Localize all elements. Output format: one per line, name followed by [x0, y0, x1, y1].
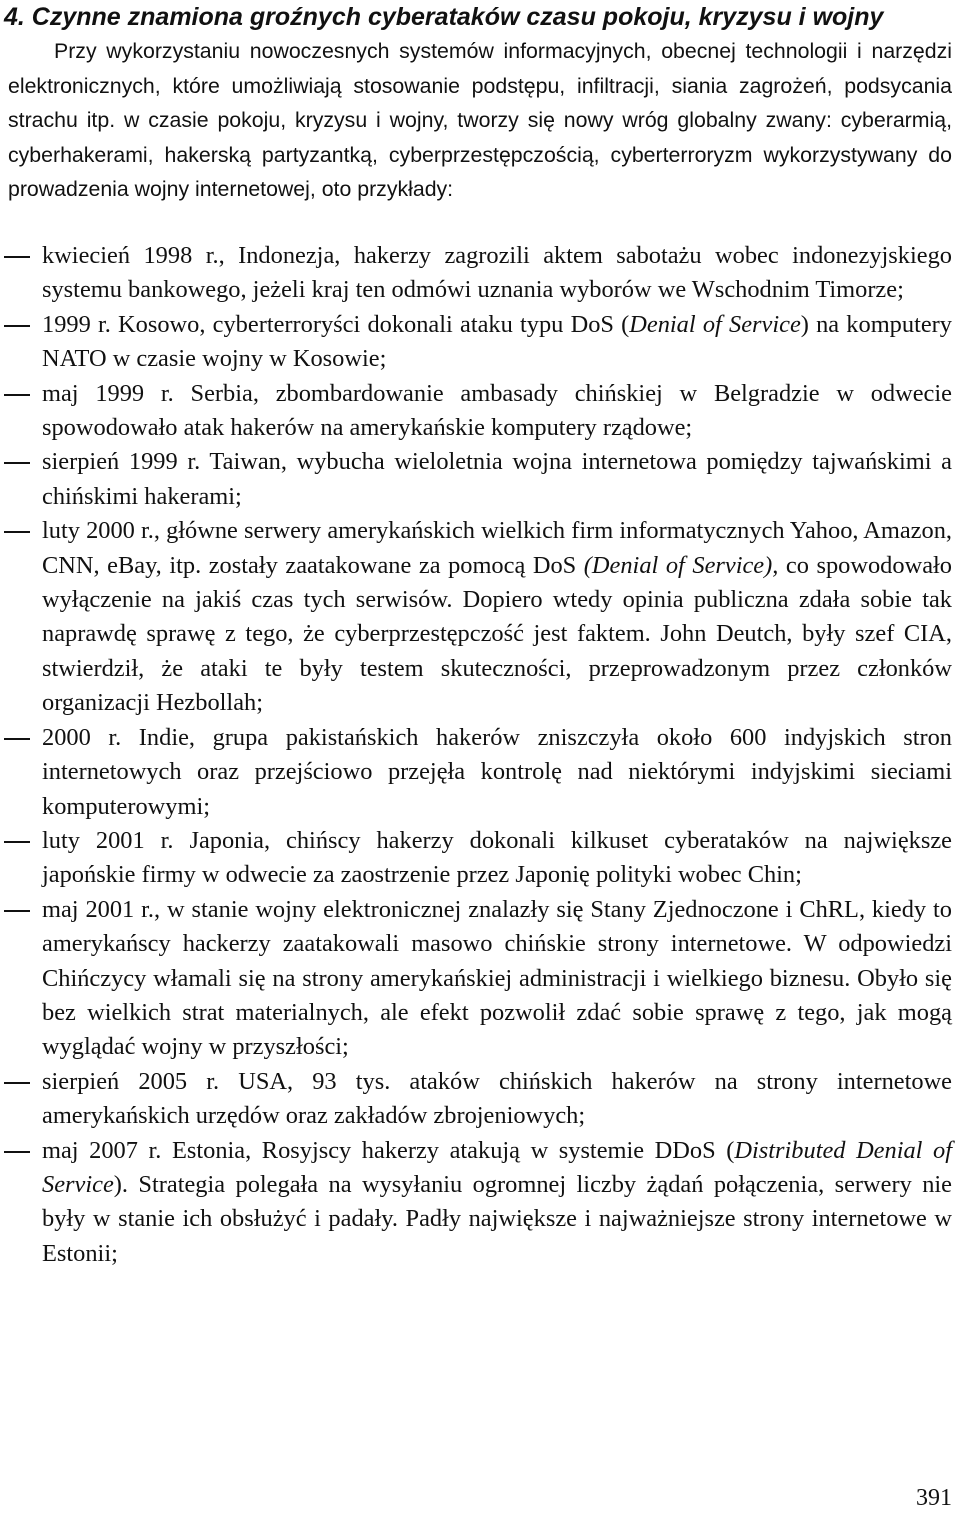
events-list — [0, 239, 952, 1271]
event-text: Taiwan, wybucha wieloletnia wojna internetowa pomiędzy tajwańskimi a chińskimi hakerami; — [42, 448, 952, 510]
event-italic-term: Distributed Denial of Service — [42, 1136, 952, 1198]
event-text: co spowodowało wyłączenie na jakiś czas tych serwisów. Dopiero wtedy opinia publiczna zdała sobie tak naprawdę sprawę z tego, że cyberprzestępczość jest faktem. John Deutch, były szef CIA, stwierdził, że ataki te były testem skuteczności, przeprowadzonym przez członków organizacji Hezbollah; — [42, 551, 952, 717]
list-item — [0, 308, 952, 377]
event-date: luty 2000 r. — [42, 517, 154, 545]
event-date: sierpień 2005 r. — [42, 1067, 220, 1095]
event-text: Indie, grupa pakistańskich hakerów zniszczyła około 600 indyjskich stron internetowych oraz przejściowo przejęła kontrolę nad niektórymi indyjskimi sieciami komputerowymi; — [42, 723, 952, 820]
event-date: maj 1999 r. — [42, 379, 174, 407]
event-text: Japonia, chińscy hakerzy dokonali kilkuset cyberataków na największe japońskie firmy w odwecie za zaostrzenie przez Japonię polityki wobec Chin; — [42, 826, 953, 889]
list-item — [0, 377, 952, 446]
list-item — [0, 1065, 952, 1134]
section-heading: 4. Czynne znamiona groźnych cyberataków czasu pokoju, kryzysu i wojny — [4, 3, 884, 31]
list-item — [0, 721, 952, 824]
intro-paragraph: Przy wykorzystaniu nowoczesnych systemów informacyjnych, obecnej technologii i narzędzi elektronicznych, które umożliwiają stosowanie podstępu, infiltracji, siania zagrożeń, podsycania strachu itp. w czasie pokoju, kryzysu i wojny, tworzy się nowy wróg globalny zwany: cyberarmią, cyberhakerami, hakerską partyzantką, cyberprzestępczością, cyberterroryzm wykorzystywany do prowadzenia wojny internetowej, oto przykłady: — [8, 39, 952, 201]
list-item — [0, 239, 952, 308]
event-date: sierpień 1999 r. — [42, 448, 201, 476]
event-date: kwiecień 1998 r. — [42, 242, 219, 269]
event-text: Serbia, zbombardowanie ambasady chińskiej w Belgradzie w odwecie spowodowało atak hakerów na amerykańskie komputery rządowe; — [42, 379, 952, 442]
event-date: 1999 r. — [42, 310, 111, 338]
event-text: , w stanie wojny elektronicznej znalazły się Stany Zjednoczone i ChRL, kiedy to amerykańscy hackerzy zaatakowali masowo chińskie strony internetowe. W odpowiedzi Chińczycy włamali się na strony amerykańskiej administracji i wielkiego biznesu. Obyło się bez wielkich strat materialnych, ale efekt pozwolił zdać sobie sprawę z tego, jak mogą wyglądać wojny w przyszłości; — [42, 895, 952, 1061]
list-item — [0, 514, 952, 720]
event-date: maj 2007 r. — [42, 1136, 162, 1164]
event-text: ). Strategia polegała na wysyłaniu ogromnej liczby żądań połączenia, serwery nie były w stanie ich obsłużyć i padały. Padły największe i najważniejsze strony internetowe w Estonii; — [42, 1170, 952, 1267]
event-text: , Indonezja, hakerzy zagrozili aktem sabotażu wobec indonezyjskiego systemu bankowego, jeżeli kraj ten odmówi uznania wyborów we Wschodnim Timorze; — [42, 242, 952, 304]
event-date: maj 2001 r. — [42, 895, 155, 923]
event-text: Kosowo, cyberterroryści dokonali ataku typu DoS ( — [110, 310, 630, 338]
event-text: ) na komputery NATO w czasie wojny w Kosowie; — [42, 310, 952, 373]
list-item — [0, 445, 952, 514]
list-item — [0, 1134, 952, 1272]
list-item — [0, 824, 952, 893]
event-text: , główne serwery amerykańskich wielkich firm informatycznych Yahoo, Amazon, CNN, eBay, itp. zostały zaatakowane za pomocą DoS — [42, 517, 952, 579]
event-text: Estonia, Rosyjscy hakerzy atakują w systemie DDoS ( — [161, 1136, 735, 1164]
page-number: 391 — [916, 1485, 952, 1511]
list-item — [0, 893, 952, 1065]
event-italic-term: (Denial of Service), — [583, 551, 779, 579]
event-text: USA, 93 tys. ataków chińskich hakerów na strony internetowe amerykańskich urzędów oraz zakładów zbrojeniowych; — [42, 1067, 953, 1130]
event-italic-term: Denial of Service — [629, 310, 801, 338]
event-date: 2000 r. — [42, 723, 122, 751]
event-date: luty 2001 r. — [42, 826, 174, 854]
